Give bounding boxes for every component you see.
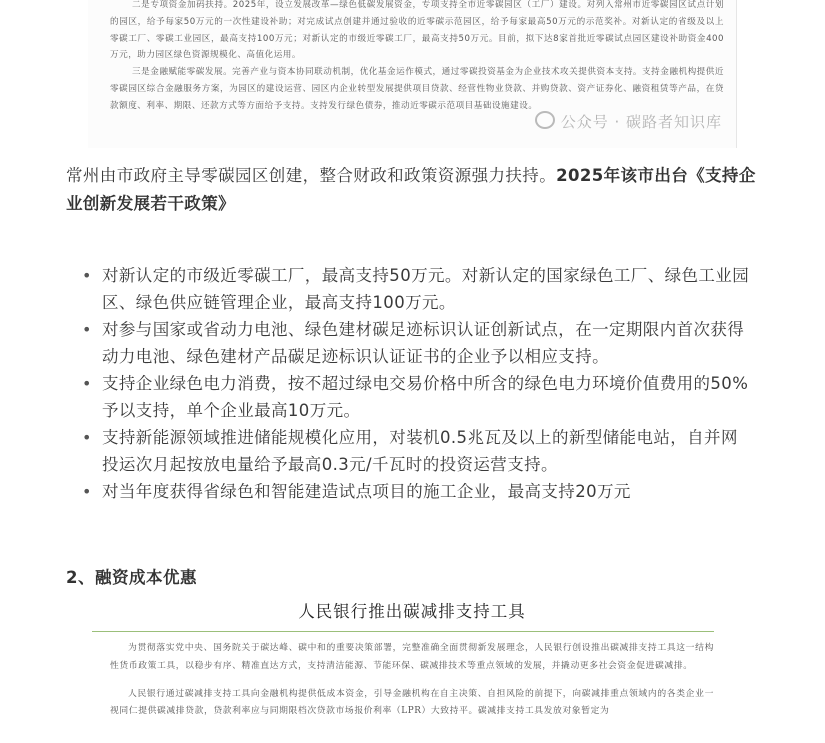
list-item: • 对当年度获得省绿色和智能建造试点项目的施工企业，最高支持20万元 <box>80 478 750 505</box>
divider <box>92 631 714 632</box>
section-heading: 2、融资成本优惠 <box>66 568 197 587</box>
policy-list <box>80 262 750 505</box>
intro-paragraph <box>66 162 756 218</box>
list-item: • 支持企业绿色电力消费，按不超过绿电交易价格中所含的绿色电力环境价值费用的50%予以支持，单个企业最高10万元。 <box>80 370 750 424</box>
wechat-logo-icon <box>535 111 555 129</box>
document-image-bottom <box>88 592 736 743</box>
doc-paragraph: 为贯彻落实党中央、国务院关于碳达峰、碳中和的重要决策部署，完整准确全面贯彻新发展理念，人民银行创设推出碳减排支持工具这一结构性货币政策工具，以稳步有序、精准直达方式，支持清洁能源、节能环保、碳减排技术等重点领域的发展，并撬动更多社会资金促进碳减排。 <box>110 643 714 671</box>
doc-paragraph: 人民银行通过碳减排支持工具向金融机构提供低成本资金，引导金融机构在自主决策、自担风险的前提下，向碳减排重点领域内的各类企业一视同仁提供碳减排贷款，贷款利率应与同期限档次贷款市场报价利率（LPR）大致持平。碳减排支持工具发放对象暂定为 <box>110 688 714 717</box>
intro-text: 常州由市政府主导零碳园区创建，整合财政和政策资源强力扶持。 <box>66 166 557 185</box>
watermark <box>535 111 722 132</box>
document-image-top <box>88 0 737 148</box>
list-item: • 支持新能源领域推进储能规模化应用，对装机0.5兆瓦及以上的新型储能电站，自并网投运次月起按放电量给予最高0.3元/千瓦时的投资运营支持。 <box>80 424 750 478</box>
intro-bold-text: 2025年该市出台《支持企业创新发展若干政策》 <box>66 166 756 213</box>
watermark-text: 公众号 · 碳路者知识库 <box>560 113 722 131</box>
doc-paragraph: 三是金融赋能零碳发展。完善产业与资本协同联动机制，优化基金运作模式，通过零碳投资基金为企业技术攻关提供资本支持。支持金融机构提供近零碳园区综合金融服务方案，为园区的建设运营、园区内企业转型发展提供项目贷款、经营性物业贷款、并购贷款、资产证券化、融资租赁等产品，在贷款额度、利率、期限、还款方式等方面给予支持。支持发行绿色债券，推动近零碳示范项目基础设施建设。 <box>110 67 724 111</box>
list-item: • 对参与国家或省动力电池、绿色建材碳足迹标识认证创新试点，在一定期限内首次获得动力电池、绿色建材产品碳足迹标识认证证书的企业予以相应支持。 <box>80 316 750 370</box>
doc-title: 人民银行推出碳减排支持工具 <box>298 602 526 621</box>
list-item: • 对新认定的市级近零碳工厂，最高支持50万元。对新认定的国家绿色工厂、绿色工业园区、绿色供应链管理企业，最高支持100万元。 <box>80 262 750 316</box>
doc-paragraph: 二是专项资金加码扶持。2025年，设立发展改革—绿色低碳发展资金，专项支持全市近零碳园区（工厂）建设。对列入常州市近零碳园区试点计划的园区，给予每家50万元的一次性建设补助；对完成试点创建并通过验收的近零碳示范园区，给予每家最高50万元的示范奖补。对新认定的省级及以上零碳工厂、零碳工业园区，最高支持100万元；对新认定的市级近零碳工厂，最高支持50万元。目前，拟下达8家首批近零碳试点园区建设补助资金400万元，助力园区绿色资源规模化、高值化运用。 <box>110 0 724 61</box>
